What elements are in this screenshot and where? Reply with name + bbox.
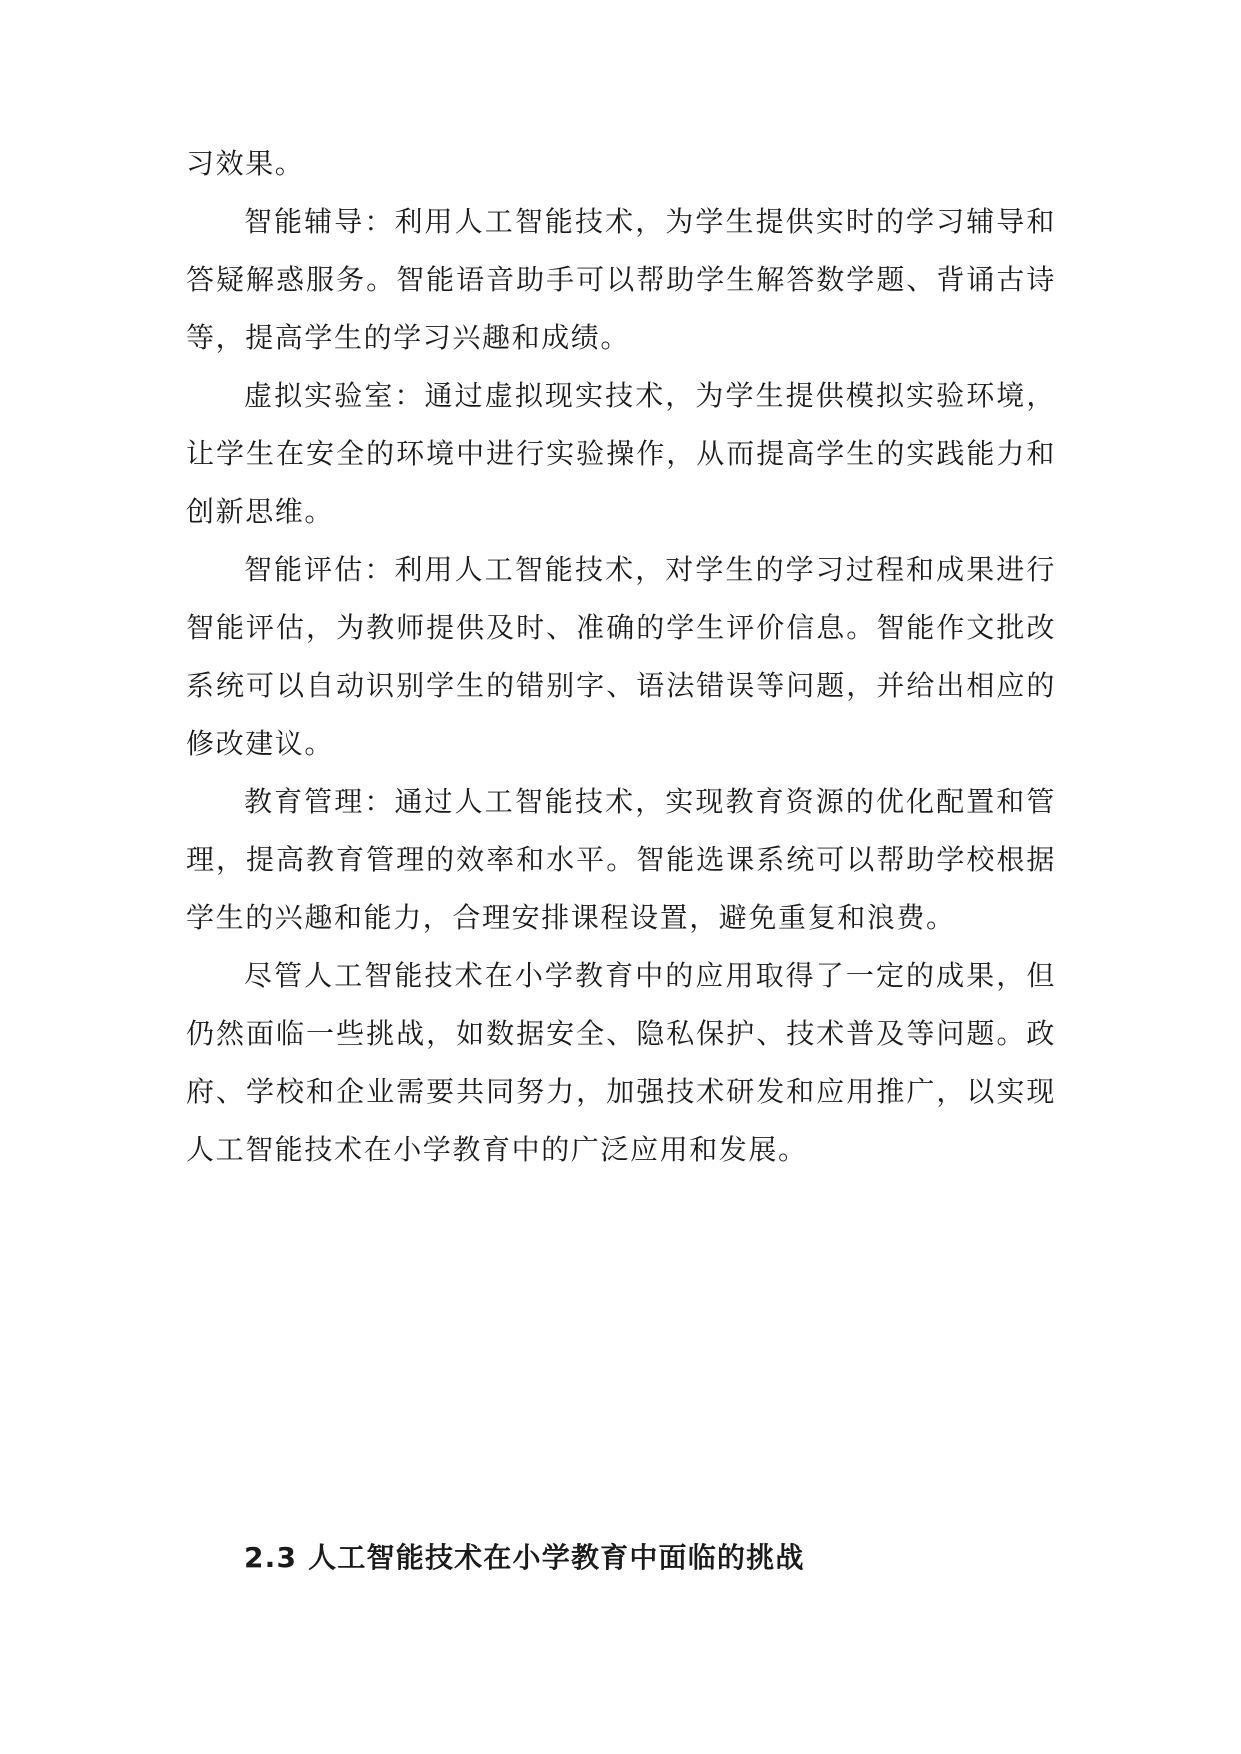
paragraph-challenges-summary: 尽管人工智能技术在小学教育中的应用取得了一定的成果，但仍然面临一些挑战，如数据安全、隐私保护、技术普及等问题。政府、学校和企业需要共同努力，加强技术研发和应用推广，以实现人工智能技术在小学教育中的广泛应用和发展。 (186, 959, 1056, 1166)
section-heading: 2.3 人工智能技术在小学教育中面临的挑战 (244, 1541, 805, 1574)
paragraph-intelligent-assessment: 智能评估：利用人工智能技术，对学生的学习过程和成果进行智能评估，为教师提供及时、准确的学生评价信息。智能作文批改系统可以自动识别学生的错别字、语法错误等问题，并给出相应的修改建议。 (186, 553, 1056, 760)
body-text (186, 135, 1056, 1179)
paragraph-intelligent-tutoring: 智能辅导：利用人工智能技术，为学生提供实时的学习辅导和答疑解惑服务。智能语音助手可以帮助学生解答数学题、背诵古诗等，提高学生的学习兴趣和成绩。 (186, 205, 1056, 354)
paragraph-continuation: 习效果。 (186, 147, 305, 180)
paragraph-education-management: 教育管理：通过人工智能技术，实现教育资源的优化配置和管理，提高教育管理的效率和水平。智能选课系统可以帮助学校根据学生的兴趣和能力，合理安排课程设置，避免重复和浪费。 (186, 785, 1056, 934)
paragraph-virtual-lab: 虚拟实验室：通过虚拟现实技术，为学生提供模拟实验环境，让学生在安全的环境中进行实验操作，从而提高学生的实践能力和创新思维。 (186, 379, 1056, 528)
